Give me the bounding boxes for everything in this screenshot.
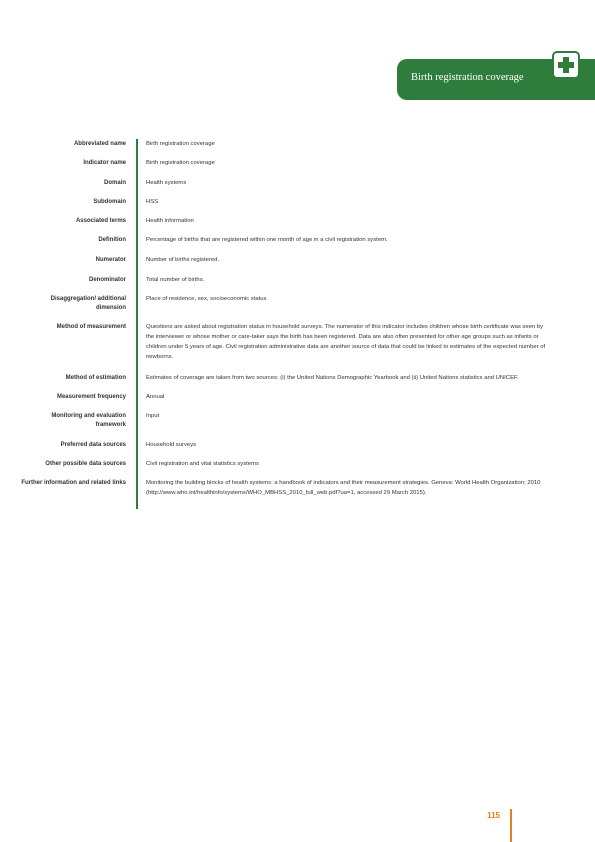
row-value: Health information — [146, 218, 194, 224]
row-value: Estimates of coverage are taken from two sources: (i) the United Nations Demographic Yearbook and (ii) United Nations statistics and UNICEF. — [146, 375, 519, 381]
section-title: Birth registration coverage — [411, 72, 524, 83]
row-label: Definition — [98, 237, 126, 243]
row-value: Birth registration coverage — [146, 141, 215, 147]
page-number-bar — [510, 809, 512, 842]
row-label: Subdomain — [93, 199, 126, 205]
row-value: Number of births registered. — [146, 257, 220, 263]
row-value: Civil registration and vital statistics systems — [146, 461, 259, 467]
row-value: Birth registration coverage — [146, 160, 215, 166]
page-number: 115 — [487, 811, 500, 820]
row-value: Monitoring the building blocks of health systems: a handbook of indicators and their measurement strategies. Geneva: World Health Organization; 2010 (http://www.who.int/healthinfo/systems/WHO_MBHSS_2010_full_web.pdf?ua=1, accessed 29 March 2015). — [146, 480, 541, 496]
row-label: Associated terms — [75, 218, 126, 224]
row-label: Other possible data sources — [45, 461, 126, 467]
row-label: Method of measurement — [56, 324, 126, 330]
row-label: Method of estimation — [65, 375, 126, 381]
row-value: Input — [146, 413, 160, 419]
row-value: Household surveys — [146, 442, 197, 448]
row-value: HSS — [146, 199, 159, 205]
row-value: Place of residence, sex, socioeconomic status — [146, 296, 267, 302]
row-value: Health systems — [146, 180, 187, 186]
row-value: Annual — [146, 394, 165, 400]
row-label: Abbreviated name — [73, 141, 126, 147]
row-label: Monitoring and evaluation framework — [51, 413, 126, 428]
row-label: Indicator name — [83, 160, 126, 166]
row-value: Total number of births. — [146, 277, 205, 283]
row-value: Percentage of births that are registered within one month of age in a civil registration system. — [146, 237, 388, 243]
row-label: Disaggregation/ additional dimension — [50, 296, 126, 311]
row-label: Preferred data sources — [60, 442, 126, 448]
medical-cross-icon — [552, 51, 580, 79]
row-label: Numerator — [95, 257, 126, 263]
row-label: Measurement frequency — [56, 394, 126, 400]
row-value: Questions are asked about registration status in household surveys. The numerator of this indicator includes children whose birth certificate was seen by the interviewer or whose mother or care-taker says the birth has been registered. Data are also often presented for other age groups such as infants or children under 5 years of age. Civil registration administrative data are another source of data that could be linked to estimates of the expected number of newborns. — [146, 324, 546, 360]
row-label: Further information and related links — [21, 480, 126, 486]
column-divider — [136, 139, 138, 509]
row-label: Domain — [103, 180, 126, 186]
row-label: Denominator — [88, 277, 126, 283]
